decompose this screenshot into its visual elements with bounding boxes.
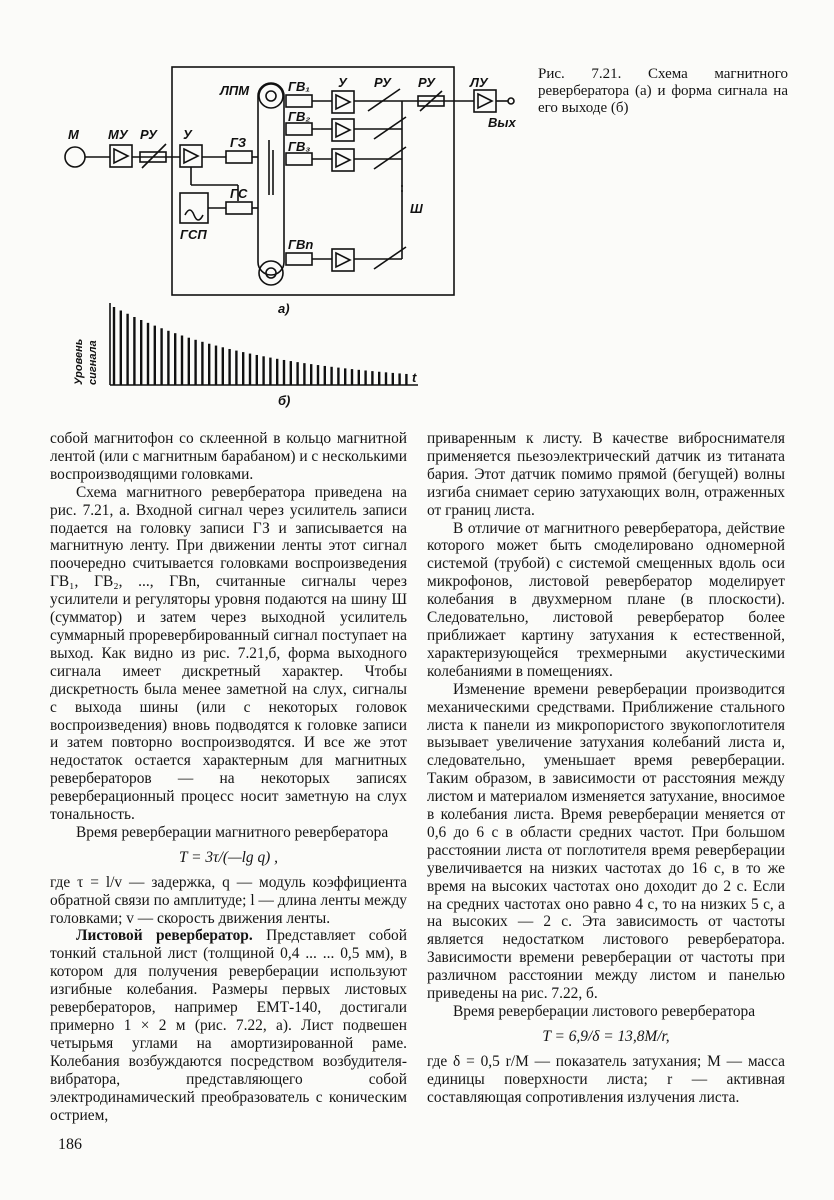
- paragraph: Время реверберации магнитного ревербератора: [76, 823, 389, 841]
- paragraph: собой магнитофон со склеенной в кольцо магнитной лентой (или с магнитным барабаном) и с несколькими воспроизводящими головками.: [50, 430, 407, 483]
- label-lu: ЛУ: [470, 75, 488, 90]
- section-heading: Листовой ревербератор.: [76, 927, 253, 945]
- paragraph: Изменение времени реверберации производится механическими средствами. Приближение стального листа к панели из микропористого звукопоглотителя вызывает увеличение затухания колебаний листа и, следовательно, уменьшает время реверберации. Таким образом, в зависимости от расстояния между листом и материалом изменяется затухание, вносимое в колебания листа. Время реверберации меняется от 0,6 до 6 с в области средних частот. При большом расстоянии листа от поглотителя время реверберации увеличивается на низких частотах до 16 с, в то же время на высоких частотах оно доходит до 2 с. Если на средних частотах оно равно 4 с, то на низких 5 с, а на высоких — 2 с. Эта зависимость от частоты является недостатком листового ревербератора. Зависимости времени реверберации от частоты при различном расстоянии между листом и панелью приведены на рис. 7.22, б.: [427, 680, 785, 1003]
- label-gv2: ГВ₂: [288, 109, 311, 124]
- label-part-a: а): [278, 301, 290, 316]
- label-gv1: ГВ₁: [288, 79, 310, 94]
- paragraph-text: Представляет собой тонкий стальной лист (толщиной 0,4 ... ... 0,5 мм), в котором для получения реверберации используют изгибные колебания. Размеры первых листовых ревербераторов, например ЕМТ-140, достигали примерно 1 × 2 м (рис. 7.22, а). Лист подвешен четырьмя углами на амортизированной раме. Колебания возбуждаются посредством возбудителя-вибратора, представляющего собой электродинамический преобразователь с коническим острием,: [50, 927, 407, 1124]
- ylabel-1: Уровень: [73, 338, 85, 385]
- paragraph: где δ = 0,5 r/M — показатель затухания; M — масса единицы поверхности листа; r — активная составляющая сопротивления излучения листа.: [427, 1052, 785, 1106]
- label-sh: Ш: [410, 201, 423, 216]
- formula: T = 3τ/(—lg q) ,: [179, 848, 278, 866]
- label-gsp: ГСП: [180, 227, 207, 242]
- paragraph: где τ = l/v — задержка, q — модуль коэффициента обратной связи по амплитуде; l — длина ленты между головками; v — скорость движения ленты.: [50, 873, 407, 927]
- label-mu: МУ: [108, 127, 128, 142]
- label-out: Вых: [488, 115, 516, 130]
- label-part-b: б): [278, 393, 291, 408]
- ylabel-2: сигнала: [87, 340, 99, 385]
- label-ru2: РУ: [374, 75, 391, 90]
- figure-caption: Рис. 7.21. Схема магнитного ревербератора (а) и форма сигнала на его выходе (б): [538, 66, 788, 116]
- label-gvn: ГВn: [288, 237, 314, 252]
- formula: T = 6,9/δ = 13,8M/r,: [542, 1027, 670, 1045]
- label-gv3: ГВ₃: [288, 139, 311, 154]
- label-u: У: [183, 127, 192, 142]
- label-gz: ГЗ: [230, 135, 247, 150]
- paragraph-runin: [50, 927, 407, 1124]
- paragraph: приваренным к листу. В качестве виброснимателя применяется пьезоэлектрический датчик из титаната бария. Этот датчик помимо прямой (бегущей) волны изгиба снимает серию затухающих волн, отраженных от границ листа.: [427, 430, 785, 519]
- label-lpm: ЛПМ: [220, 83, 250, 98]
- reverberator-figure: [40, 55, 540, 415]
- paragraph: Схема магнитного ревербератора приведена на рис. 7.21, а. Входной сигнал через усилитель записи подается на головку записи ГЗ и записывается на магнитную ленту. При движении ленты этот сигнал поочередно считывается головками воспроизведения ГВ₁, ГВ₂, ..., ГВn, считанные сигналы через усилители и регуляторы уровня подаются на шину Ш (сумматор) и затем через выходной усилитель суммарный проревербированный сигнал поступает на выход. Как видно из рис. 7.21,б, форма выходного сигнала имеет дискретный характер. Чтобы дискретность была менее заметной на слух, сигналы с выхода шины (или с некоторых головок воспроизведения) вновь подводятся к головке записи и затем повторно воспроизводятся. И все же этот недостаток остается характерным для магнитных ревербераторов — на некоторых записях реверберационный процесс носит заметную на слух тональность.: [50, 483, 407, 824]
- label-m: М: [68, 127, 79, 142]
- page-number: 186: [58, 1136, 82, 1153]
- left-column: [50, 430, 407, 1124]
- label-u2: У: [338, 75, 347, 90]
- decay-bars: [114, 307, 406, 385]
- paragraph: В отличие от магнитного ревербератора, действие которого может быть смоделировано одномерной системой (трубой) с системой смещенных вдоль оси микрофонов, листовой ревербератор моделирует колебания в двухмерном плане (в плоскости). Следовательно, листовой ревербератор более приближает картину затухания к естественной, характеризующейся трехмерными акустическими колебаниями в помещениях.: [427, 519, 785, 680]
- label-gs: ГС: [230, 186, 248, 201]
- label-ru1: РУ: [140, 127, 157, 142]
- right-column: [427, 430, 785, 1107]
- paragraph: Время реверберации листового ревербератора: [453, 1003, 756, 1020]
- label-t: t: [412, 370, 417, 385]
- label-ru3: РУ: [418, 75, 435, 90]
